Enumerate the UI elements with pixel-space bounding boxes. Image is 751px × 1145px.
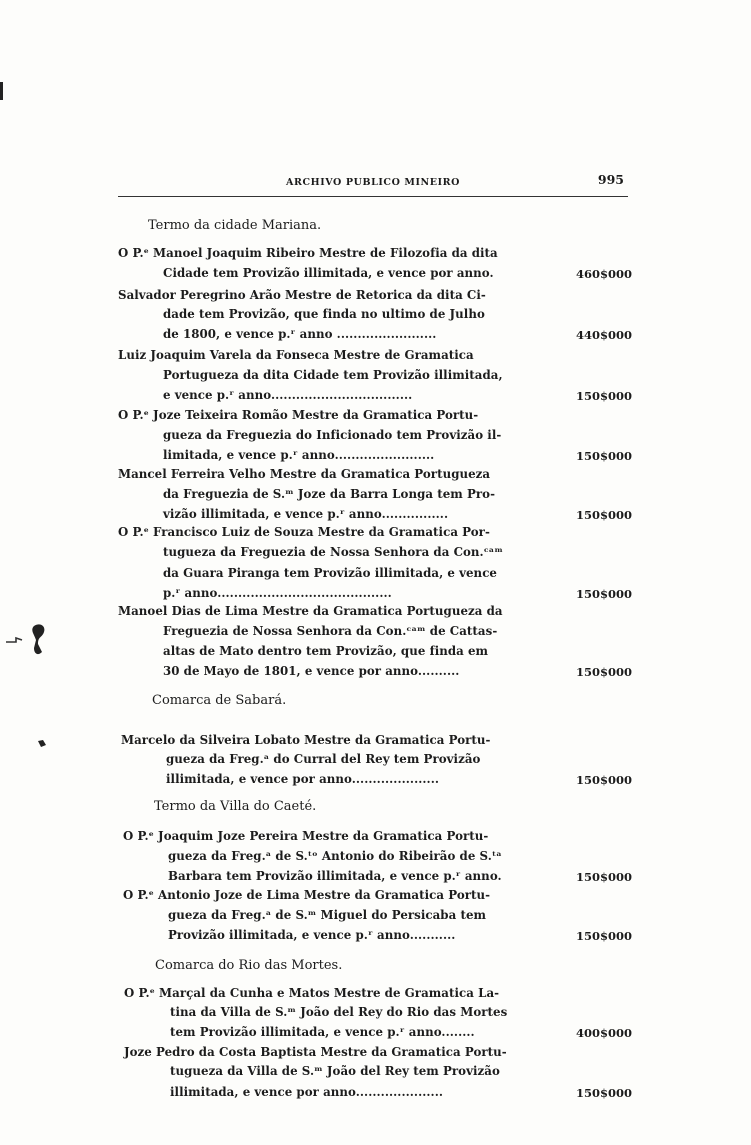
running-title: ARCHIVO PUBLICO MINEIRO [286,177,461,188]
section-heading: Termo da cidade Mariana. [148,218,322,233]
entry-line: tina da Villa de S.ᵐ João del Rey do Rio das Mortes [170,1005,508,1019]
entry-line: O P.ᵉ Joze Teixeira Romão Mestre da Gramatica Portu- [118,408,479,422]
salary-amount: 150$000 [576,929,633,943]
entry-line: da Guara Piranga tem Provizão illimitada, e vence [163,566,497,580]
section-heading: Comarca de Sabará. [152,693,287,708]
salary-amount: 150$000 [576,665,633,679]
entry-line: Joze Pedro da Costa Baptista Mestre da Gramatica Portu- [124,1045,507,1059]
entry-line: O P.ᵉ Marçal da Cunha e Matos Mestre de Gramatica La- [124,986,500,1000]
salary-amount: 150$000 [576,870,633,884]
entry-line: e vence p.ʳ anno.................................. [163,388,413,402]
entry-line: gueza da Freguezia do Inficionado tem Provizão il- [163,428,502,442]
margin-dot-mark [36,737,48,749]
entry-line: gueza da Freg.ᵃ de S.ᵗᵒ Antonio do Ribeirão de S.ᵗᵃ [168,849,502,863]
entry-line: de 1800, e vence p.ʳ anno ........................ [163,327,437,341]
entry-line: Salvador Peregrino Arão Mestre de Retorica da dita Ci- [118,288,486,302]
page-header [118,170,628,197]
entry-line: O P.ᵉ Joaquim Joze Pereira Mestre da Gramatica Portu- [123,829,489,843]
salary-amount: 150$000 [576,773,633,787]
entry-line: da Freguezia de S.ᵐ Joze da Barra Longa tem Pro- [163,487,496,501]
entry-line: tugueza da Villa de S.ᵐ João del Rey tem Provizão [170,1064,500,1078]
salary-amount: 150$000 [576,1086,633,1100]
entry-line: O P.ᵉ Francisco Luiz de Souza Mestre da Gramatica Por- [118,525,490,539]
salary-amount: 150$000 [576,508,633,522]
entry-line: dade tem Provizão, que finda no ultimo de Julho [163,307,485,321]
entry-line: limitada, e vence p.ʳ anno........................ [163,448,435,462]
entry-line: tugueza da Freguezia de Nossa Senhora da Con.ᶜᵃᵐ [163,545,503,559]
salary-amount: 150$000 [576,389,633,403]
entry-line: Manoel Dias de Lima Mestre da Gramatica Portugueza da [118,604,503,618]
page-number: 995 [597,172,624,187]
entry-line: illimitada, e vence por anno..................... [166,772,440,786]
entry-line: Provizão illimitada, e vence p.ʳ anno........... [168,928,456,942]
entry-line: gueza da Freg.ᵃ de S.ᵐ Miguel do Persicaba tem [168,908,487,922]
entry-line: tem Provizão illimitada, e vence p.ʳ anno........ [170,1025,475,1039]
salary-amount: 400$000 [576,1026,633,1040]
section-heading: Termo da Villa do Caeté. [154,799,317,814]
entry-line: Freguezia de Nossa Senhora da Con.ᶜᵃᵐ de Cattas- [163,624,498,638]
salary-amount: 440$000 [576,328,633,342]
salary-amount: 150$000 [576,587,633,601]
salary-amount: 150$000 [576,449,633,463]
entry-line: gueza da Freg.ᵃ do Curral del Rey tem Provizão [166,752,481,766]
entry-line: O P.ᵉ Antonio Joze de Lima Mestre da Gramatica Portu- [123,888,491,902]
entry-line: illimitada, e vence por anno..................... [170,1085,444,1099]
entry-line: Portugueza da dita Cidade tem Provizão illimitada, [163,368,503,382]
entry-line: Barbara tem Provizão illimitada, e vence p.ʳ anno. [168,869,502,883]
page-edge-mark [0,82,3,100]
entry-line: altas de Mato dentro tem Provizão, que finda em [163,644,489,658]
entry-line: Cidade tem Provizão illimitada, e vence por anno. [163,266,494,280]
entry-line: p.ʳ anno.......................................... [163,586,392,600]
section-heading: Comarca do Rio das Mortes. [155,958,343,973]
entry-line: Marcelo da Silveira Lobato Mestre da Gramatica Portu- [121,733,491,747]
entry-line: vizão illimitada, e vence p.ʳ anno................ [163,507,449,521]
entry-line: O P.ᵉ Manoel Joaquim Ribeiro Mestre de Filozofia da dita [118,246,498,260]
margin-ink-mark [4,612,48,660]
entry-line: Mancel Ferreira Velho Mestre da Gramatica Portugueza [118,467,491,481]
entry-line: 30 de Mayo de 1801, e vence por anno.......... [163,664,460,678]
salary-amount: 460$000 [576,267,633,281]
entry-line: Luiz Joaquim Varela da Fonseca Mestre de Gramatica [118,348,474,362]
